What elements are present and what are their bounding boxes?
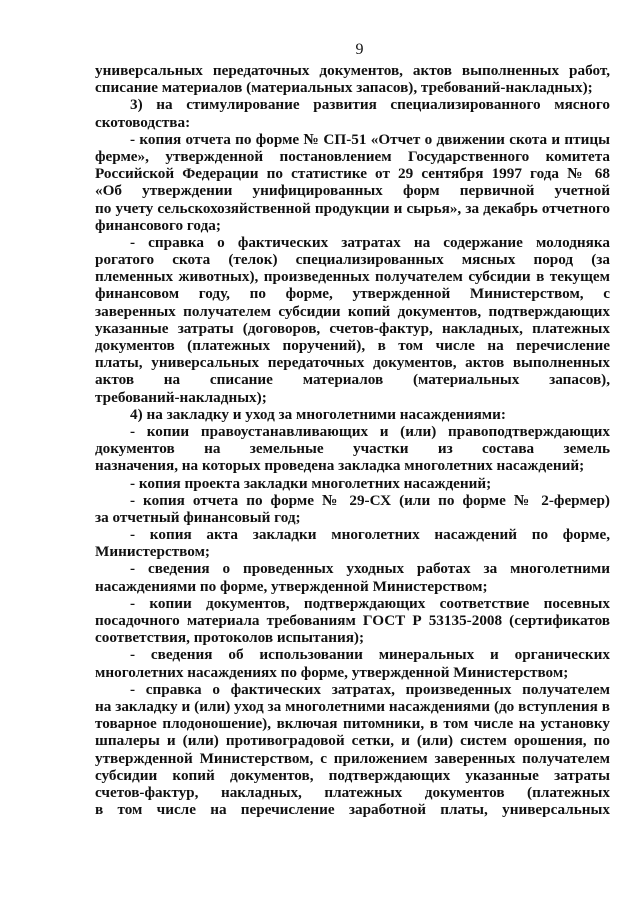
- text-line: в том числе на перечисление заработной платы, универсальных: [95, 801, 610, 819]
- text-line: заверенных получателем субсидии копий документов, подтверждающих: [95, 302, 610, 320]
- text-line: - копия проекта закладки многолетних насаждений;: [130, 474, 492, 492]
- text-line: - копии правоустанавливающих и (или) правоподтверждающих: [130, 422, 610, 440]
- text-line: Российской Федерации по статистике от 29 сентября 1997 года № 68: [95, 165, 610, 183]
- text-line: скотоводства:: [95, 113, 191, 131]
- text-line: шпалеры и (или) противоградовой сетки, и (или) систем орошения, по: [95, 732, 610, 750]
- text-line: назначения, на которых проведена закладка многолетних насаждений;: [95, 457, 585, 475]
- text-line: финансового года;: [95, 216, 221, 234]
- text-line: - копия отчета по форме № СП-51 «Отчет о движении скота и птицы: [130, 130, 610, 148]
- text-line: посадочного материала требованиям ГОСТ Р 53135-2008 (сертификатов: [95, 612, 610, 629]
- text-line: документов на земельные участки из состава земель: [95, 440, 610, 458]
- text-line: платы, универсальных передаточных документов, актов выполненных: [95, 354, 610, 372]
- text-line: - справка о фактических затратах, произведенных получателем: [130, 680, 610, 698]
- text-line: - сведения о проведенных уходных работах за многолетними: [130, 560, 610, 578]
- text-line: финансовом году, по форме, утвержденной Министерством, с: [95, 285, 610, 303]
- text-line: актов на списание материалов (материальных запасов),: [95, 371, 610, 389]
- text-line: списание материалов (материальных запасов), требований-накладных);: [95, 79, 593, 97]
- text-line: - копия акта закладки многолетних насаждений по форме,: [130, 526, 610, 544]
- text-line: - справка о фактических затратах на содержание молодняка: [130, 233, 610, 251]
- text-line: указанные затраты (договоров, счетов-фактур, накладных, платежных: [95, 319, 610, 337]
- page-number: 9: [355, 41, 364, 58]
- text-line: утвержденной Министерством, с приложением заверенных получателем: [95, 749, 610, 767]
- document-page: [95, 40, 610, 818]
- text-line: ферме», утвержденной постановлением Государственного комитета: [95, 147, 610, 165]
- text-line: товарное плодоношение), включая питомники, в том числе на установку: [95, 715, 610, 733]
- document-body: [95, 62, 610, 818]
- text-line: племенных животных), произведенных получателем субсидии в текущем: [95, 268, 610, 286]
- text-line: «Об утверждении унифицированных форм первичной учетной: [95, 182, 610, 200]
- text-line: по учету сельскохозяйственной продукции и сырья», за декабрь отчетного: [95, 199, 610, 217]
- text-line: - копия отчета по форме № 29-СХ (или по форме № 2-фермер): [130, 491, 610, 509]
- text-line: Министерством;: [95, 543, 210, 561]
- text-line: 3) на стимулирование развития специализированного мясного: [130, 96, 610, 114]
- text-line: - копии документов, подтверждающих соответствие посевных: [130, 594, 610, 612]
- text-line: на закладку и (или) уход за многолетними насаждениями (до вступления в: [95, 697, 610, 715]
- text-line: документов (платежных поручений), в том числе на перечисление: [95, 337, 610, 354]
- text-line: насаждениями по форме, утвержденной Министерством;: [95, 577, 488, 595]
- text-line: многолетних насаждениях по форме, утвержденной Министерством;: [95, 663, 569, 681]
- text-line: 4) на закладку и уход за многолетними насаждениями:: [130, 405, 506, 423]
- text-line: соответствия, протоколов испытания);: [95, 629, 365, 647]
- text-line: за отчетный финансовый год;: [95, 508, 301, 526]
- text-line: требований-накладных);: [95, 388, 267, 406]
- text-line: счетов-фактур, накладных, платежных документов (платежных: [95, 783, 610, 801]
- text-line: субсидии копий документов, подтверждающих указанные затраты: [95, 766, 610, 784]
- text-line: - сведения об использовании минеральных и органических: [130, 646, 610, 664]
- text-line: рогатого скота (телок) специализированных мясных пород (за: [95, 251, 610, 269]
- text-line: универсальных передаточных документов, актов выполненных работ,: [95, 62, 610, 79]
